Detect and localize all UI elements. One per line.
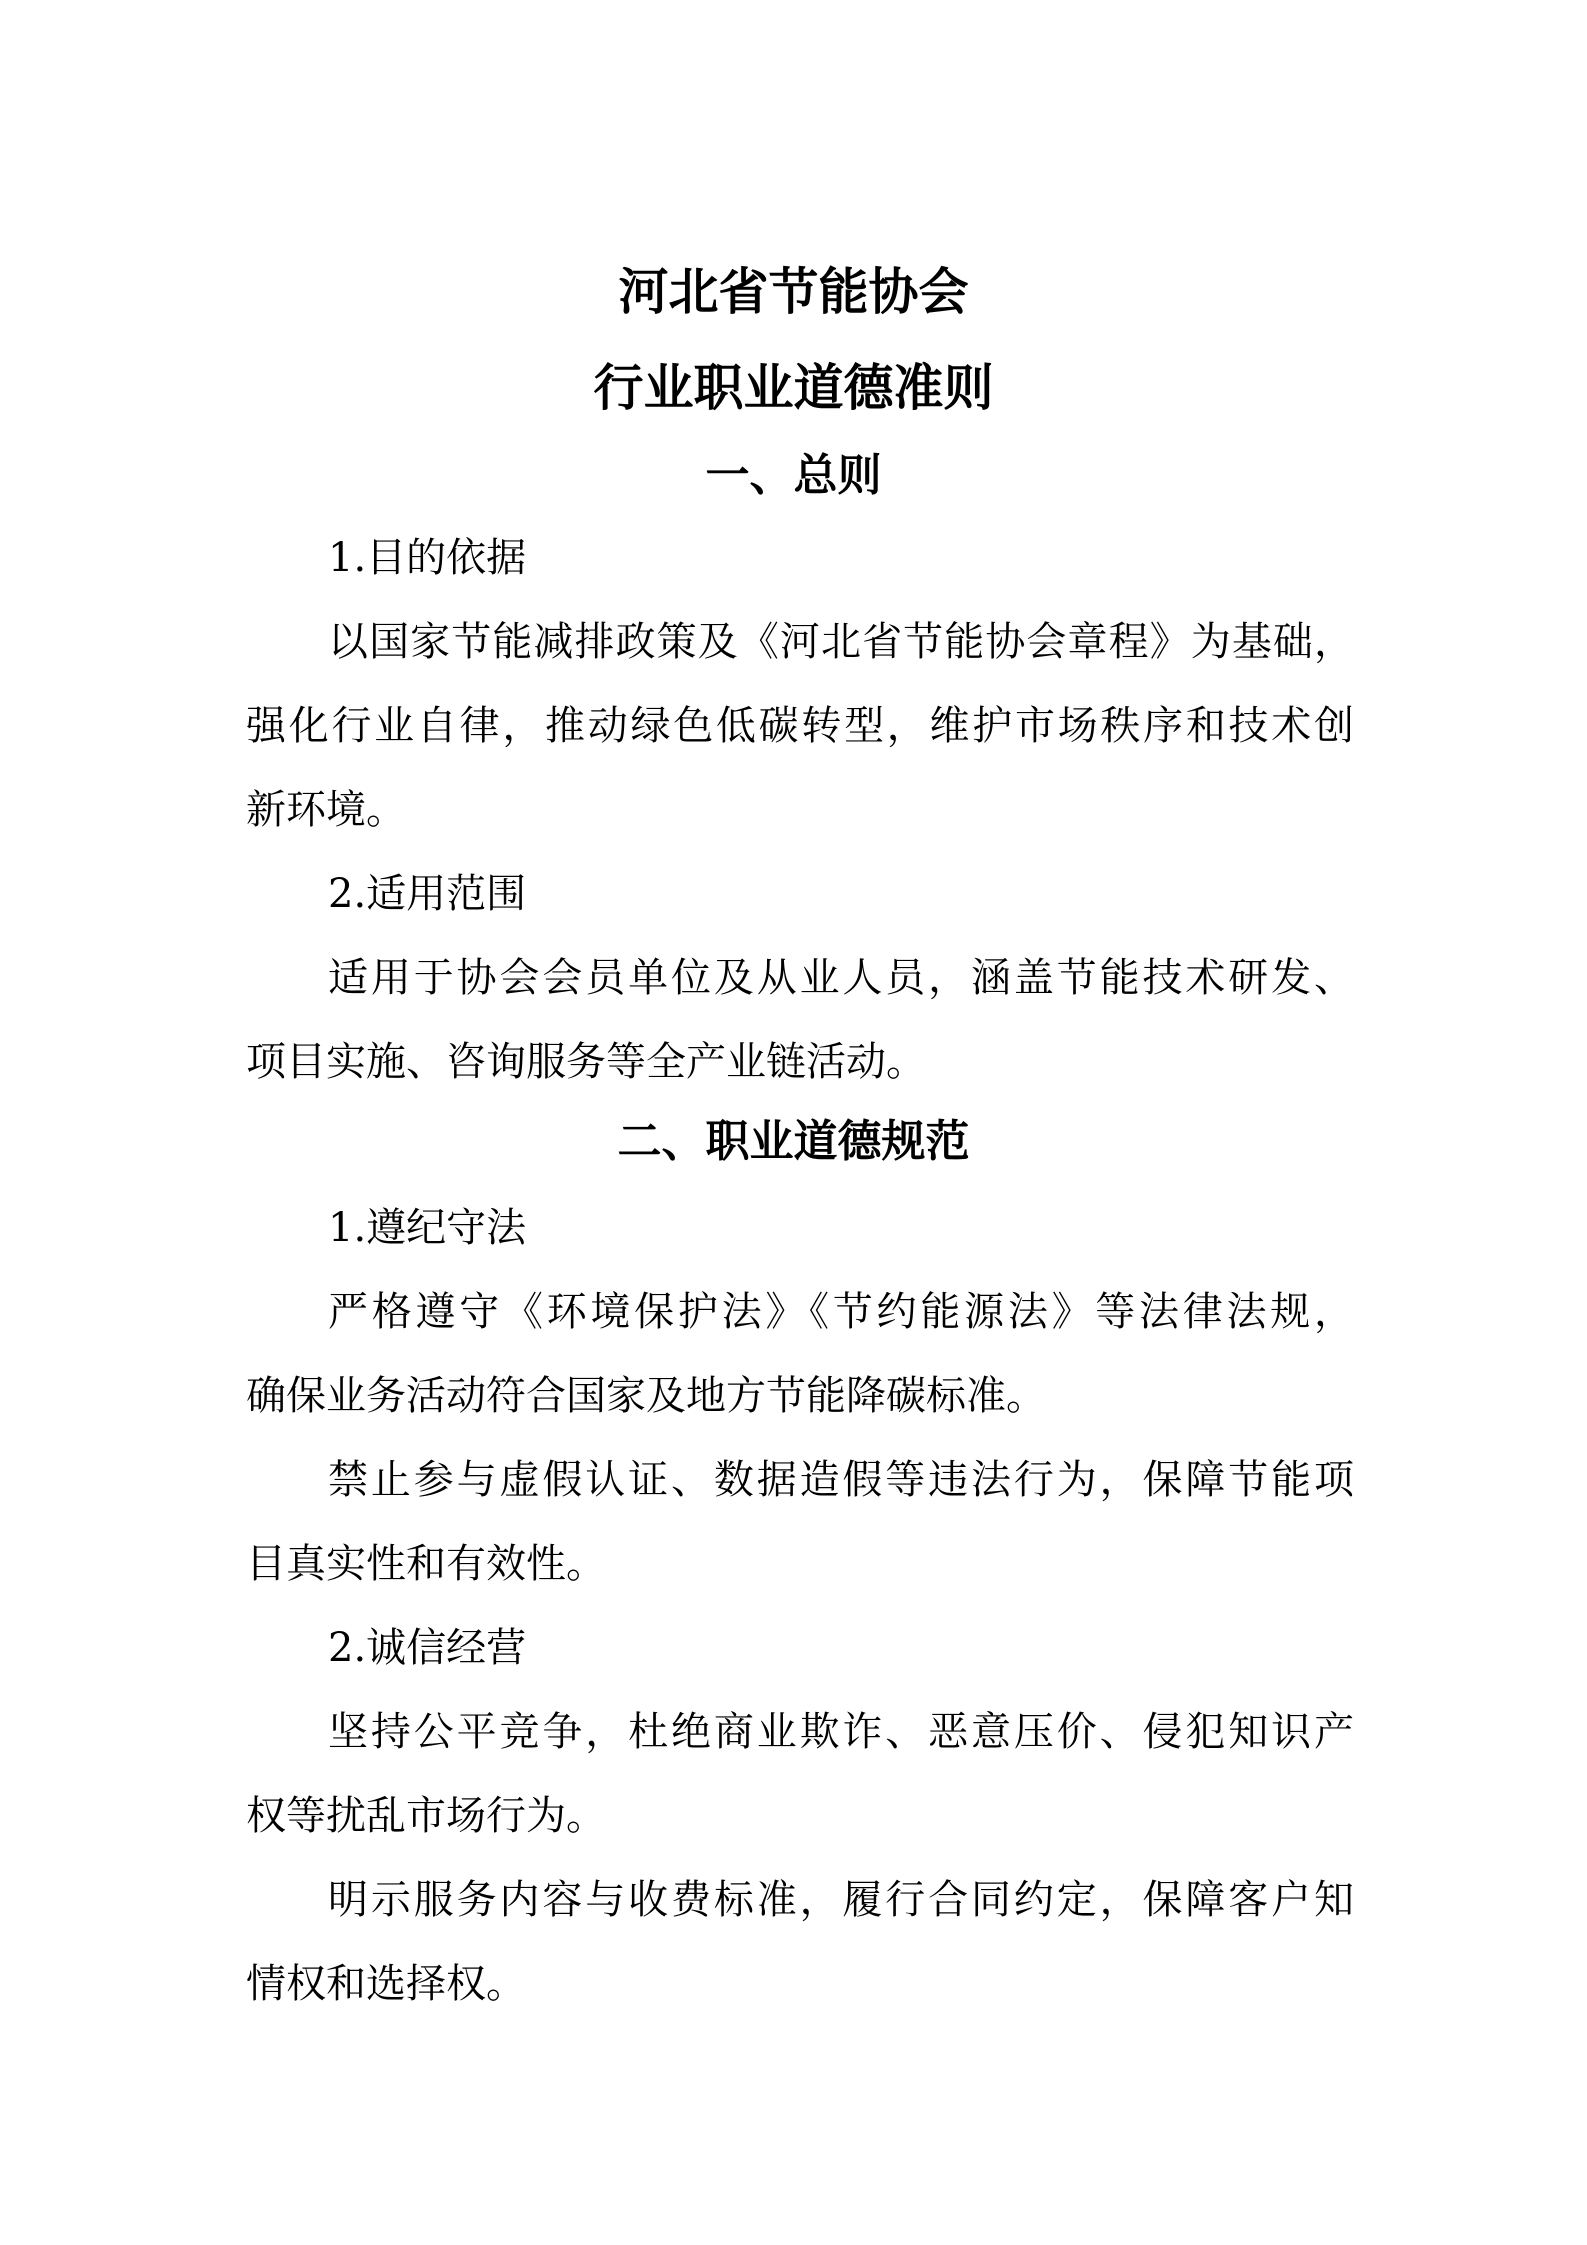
document-title-line2: 行业职业道德准则 — [593, 359, 994, 417]
section2-item1-para1-line1: 严格遵守《环境保护法》《节约能源法》等法律法规， — [328, 1289, 1354, 1335]
section2-item2-para1-line1: 坚持公平竞争，杜绝商业欺诈、恶意压价、侵犯知识产 — [328, 1709, 1354, 1755]
section1-item1-text-line1: 以国家节能减排政策及《河北省节能协会章程》为基础， — [328, 619, 1354, 665]
section1-item1-text-line3: 新环境。 — [246, 787, 406, 833]
document-title-line1: 河北省节能协会 — [618, 263, 969, 321]
section2-heading: 二、职业道德规范 — [617, 1116, 970, 1167]
section2-item2-para1-line2: 权等扰乱市场行为。 — [246, 1793, 606, 1839]
section2-item1-para2-line1: 禁止参与虚假认证、数据造假等违法行为，保障节能项 — [328, 1457, 1354, 1503]
section2-item1-title: 1.遵纪守法 — [328, 1205, 527, 1251]
section1-item2-title: 2.适用范围 — [328, 871, 527, 917]
section1-item2-text-line1: 适用于协会会员单位及从业人员，涵盖节能技术研发、 — [328, 955, 1354, 1001]
section1-item2-text-line2: 项目实施、咨询服务等全产业链活动。 — [246, 1039, 926, 1085]
section2-item2-para2-line2: 情权和选择权。 — [246, 1961, 526, 2007]
section2-item2-title: 2.诚信经营 — [328, 1625, 527, 1671]
section1-heading: 一、总则 — [705, 450, 882, 501]
section2-item1-para1-line2: 确保业务活动符合国家及地方节能降碳标准。 — [246, 1373, 1046, 1419]
section2-item2-para2-line1: 明示服务内容与收费标准，履行合同约定，保障客户知 — [328, 1877, 1354, 1923]
section2-item1-para2-line2: 目真实性和有效性。 — [246, 1541, 606, 1587]
section1-item1-text-line2: 强化行业自律，推动绿色低碳转型，维护市场秩序和技术创 — [246, 703, 1354, 749]
section1-item1-title: 1.目的依据 — [328, 535, 527, 581]
